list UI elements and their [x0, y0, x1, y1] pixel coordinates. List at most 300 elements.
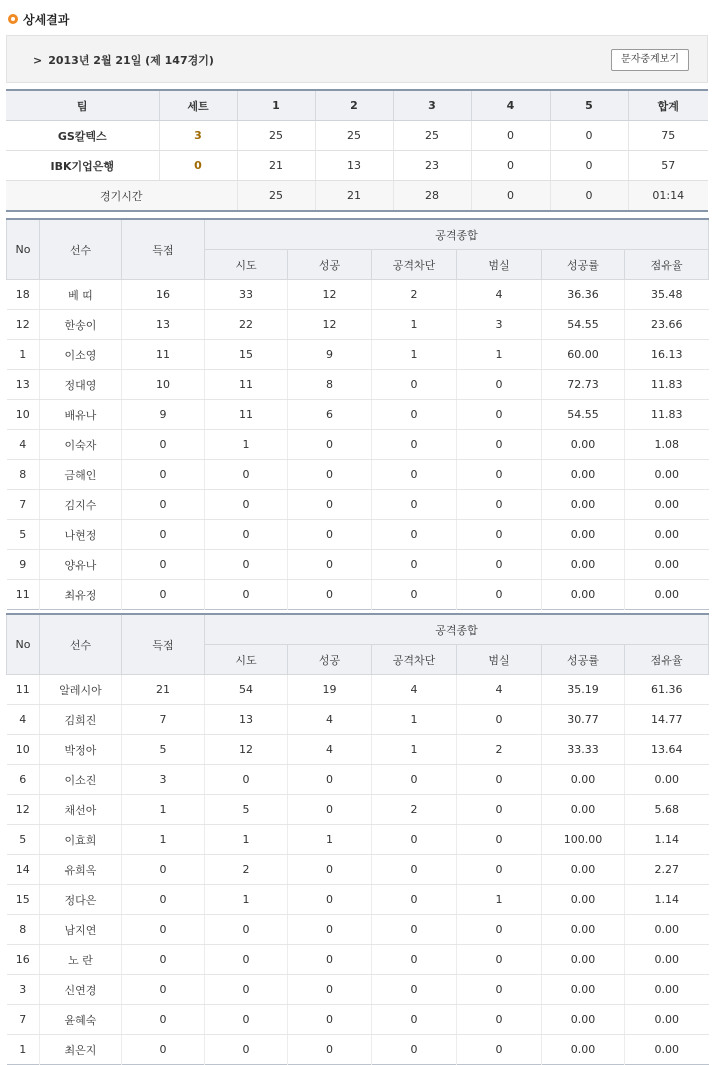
- player-no: 1: [7, 340, 40, 370]
- attack-attempts: 13: [205, 705, 288, 735]
- player-no: 7: [7, 490, 40, 520]
- share: 0.00: [625, 975, 709, 1005]
- attack-success: 12: [288, 280, 372, 310]
- player-points: 10: [122, 370, 205, 400]
- player-no: 18: [7, 280, 40, 310]
- attack-blocked: 0: [372, 945, 457, 975]
- attack-errors: 1: [457, 885, 542, 915]
- header-success: 성공: [288, 645, 372, 675]
- attack-errors: 3: [457, 310, 542, 340]
- player-name[interactable]: 정다은: [40, 885, 122, 915]
- player-no: 10: [7, 735, 40, 765]
- attack-success: 0: [288, 915, 372, 945]
- player-row: [7, 280, 709, 310]
- share: 0.00: [625, 490, 709, 520]
- attack-errors: 0: [457, 520, 542, 550]
- attack-blocked: 0: [372, 825, 457, 855]
- player-name[interactable]: 신연경: [40, 975, 122, 1005]
- attack-errors: 0: [457, 370, 542, 400]
- success-rate: 0.00: [542, 520, 625, 550]
- success-rate: 0.00: [542, 795, 625, 825]
- header-set-5: 5: [550, 90, 628, 121]
- attack-errors: 4: [457, 675, 542, 705]
- attack-attempts: 22: [205, 310, 288, 340]
- success-rate: 72.73: [542, 370, 625, 400]
- total-time: 01:14: [628, 181, 708, 212]
- attack-attempts: 11: [205, 370, 288, 400]
- share: 0.00: [625, 550, 709, 580]
- attack-success: 9: [288, 340, 372, 370]
- player-row: [7, 310, 709, 340]
- success-rate: 54.55: [542, 400, 625, 430]
- player-no: 10: [7, 400, 40, 430]
- attack-attempts: 0: [205, 550, 288, 580]
- attack-success: 0: [288, 975, 372, 1005]
- attack-blocked: 1: [372, 735, 457, 765]
- attack-blocked: 0: [372, 915, 457, 945]
- attack-blocked: 0: [372, 580, 457, 610]
- player-name[interactable]: 채선아: [40, 795, 122, 825]
- player-points: 1: [122, 795, 205, 825]
- player-no: 15: [7, 885, 40, 915]
- success-rate: 60.00: [542, 340, 625, 370]
- section-title-label: 상세결과: [23, 12, 70, 27]
- attack-errors: 0: [457, 400, 542, 430]
- attack-errors: 0: [457, 1005, 542, 1035]
- attack-success: 0: [288, 1005, 372, 1035]
- success-rate: 33.33: [542, 735, 625, 765]
- attack-success: 6: [288, 400, 372, 430]
- total-score: 57: [628, 151, 708, 181]
- player-points: 1: [122, 825, 205, 855]
- player-points: 0: [122, 490, 205, 520]
- attack-attempts: 0: [205, 520, 288, 550]
- player-no: 16: [7, 945, 40, 975]
- success-rate: 54.55: [542, 310, 625, 340]
- player-name[interactable]: 최은지: [40, 1035, 122, 1065]
- set-2-time: 21: [315, 181, 393, 212]
- share: 2.27: [625, 855, 709, 885]
- attack-attempts: 0: [205, 1005, 288, 1035]
- attack-errors: 0: [457, 945, 542, 975]
- player-points: 21: [122, 675, 205, 705]
- player-points: 0: [122, 550, 205, 580]
- attack-errors: 2: [457, 735, 542, 765]
- player-points: 16: [122, 280, 205, 310]
- header-points: 득점: [122, 614, 205, 675]
- player-row: [7, 795, 709, 825]
- set-3-score: 23: [393, 151, 471, 181]
- share: 1.14: [625, 825, 709, 855]
- share: 1.14: [625, 885, 709, 915]
- success-rate: 30.77: [542, 705, 625, 735]
- header-attack-group: 공격종합: [205, 614, 709, 645]
- player-row: [7, 675, 709, 705]
- team-name[interactable]: GS칼텍스: [6, 121, 159, 151]
- header-errors: 범실: [457, 645, 542, 675]
- share: 1.08: [625, 430, 709, 460]
- player-no: 12: [7, 795, 40, 825]
- share: 0.00: [625, 1035, 709, 1065]
- player-no: 5: [7, 825, 40, 855]
- attack-success: 0: [288, 580, 372, 610]
- player-row: [7, 550, 709, 580]
- player-points: 0: [122, 1035, 205, 1065]
- set-1-score: 21: [237, 151, 315, 181]
- player-no: 8: [7, 460, 40, 490]
- player-name[interactable]: 김희진: [40, 705, 122, 735]
- header-success-rate: 성공률: [542, 645, 625, 675]
- header-total: 합계: [628, 90, 708, 121]
- player-row: [7, 580, 709, 610]
- player-points: 0: [122, 1005, 205, 1035]
- share: 0.00: [625, 580, 709, 610]
- player-row: [7, 490, 709, 520]
- player-name[interactable]: 남지연: [40, 915, 122, 945]
- set-4-score: 0: [471, 151, 550, 181]
- player-row: [7, 1035, 709, 1065]
- header-set-3: 3: [393, 90, 471, 121]
- share: 11.83: [625, 400, 709, 430]
- attack-success: 19: [288, 675, 372, 705]
- success-rate: 0.00: [542, 915, 625, 945]
- player-name[interactable]: 배유나: [40, 400, 122, 430]
- player-name[interactable]: 양유나: [40, 550, 122, 580]
- share: 0.00: [625, 520, 709, 550]
- sets-won: 3: [159, 121, 237, 151]
- player-no: 12: [7, 310, 40, 340]
- player-row: [7, 430, 709, 460]
- attack-blocked: 4: [372, 675, 457, 705]
- attack-attempts: 33: [205, 280, 288, 310]
- player-name[interactable]: 이효희: [40, 825, 122, 855]
- player-points: 3: [122, 765, 205, 795]
- success-rate: 0.00: [542, 430, 625, 460]
- player-row: [7, 705, 709, 735]
- success-rate: 0.00: [542, 550, 625, 580]
- player-row: [7, 825, 709, 855]
- player-no: 8: [7, 915, 40, 945]
- attack-errors: 0: [457, 1035, 542, 1065]
- attack-blocked: 0: [372, 520, 457, 550]
- header-team: 팀: [6, 90, 159, 121]
- share: 0.00: [625, 915, 709, 945]
- score-row-team2: [6, 151, 708, 181]
- attack-blocked: 1: [372, 340, 457, 370]
- player-name[interactable]: 이숙자: [40, 430, 122, 460]
- attack-blocked: 1: [372, 310, 457, 340]
- player-points: 5: [122, 735, 205, 765]
- player-no: 7: [7, 1005, 40, 1035]
- match-date-label: 2013년 2월 21일 (제 147경기): [48, 54, 214, 67]
- player-row: [7, 855, 709, 885]
- attack-errors: 0: [457, 580, 542, 610]
- header-success: 성공: [288, 250, 372, 280]
- success-rate: 0.00: [542, 580, 625, 610]
- header-success-rate: 성공률: [542, 250, 625, 280]
- header-blocked: 공격차단: [372, 645, 457, 675]
- text-relay-button[interactable]: 문자중계보기: [611, 49, 689, 71]
- player-name[interactable]: 김지수: [40, 490, 122, 520]
- attack-attempts: 0: [205, 975, 288, 1005]
- attack-success: 1: [288, 825, 372, 855]
- player-no: 4: [7, 705, 40, 735]
- attack-errors: 0: [457, 825, 542, 855]
- attack-attempts: 2: [205, 855, 288, 885]
- set-5-score: 0: [550, 151, 628, 181]
- success-rate: 0.00: [542, 1035, 625, 1065]
- section-title: [8, 10, 69, 28]
- attack-blocked: 2: [372, 795, 457, 825]
- player-points: 13: [122, 310, 205, 340]
- player-no: 6: [7, 765, 40, 795]
- attack-attempts: 11: [205, 400, 288, 430]
- attack-success: 0: [288, 550, 372, 580]
- header-sets: 세트: [159, 90, 237, 121]
- attack-attempts: 1: [205, 430, 288, 460]
- share: 0.00: [625, 765, 709, 795]
- attack-errors: 0: [457, 705, 542, 735]
- attack-blocked: 0: [372, 550, 457, 580]
- share: 0.00: [625, 460, 709, 490]
- header-no: No: [7, 219, 40, 280]
- player-row: [7, 400, 709, 430]
- share: 35.48: [625, 280, 709, 310]
- success-rate: 35.19: [542, 675, 625, 705]
- attack-success: 0: [288, 795, 372, 825]
- header-set-4: 4: [471, 90, 550, 121]
- set-5-score: 0: [550, 121, 628, 151]
- success-rate: 0.00: [542, 1005, 625, 1035]
- share: 23.66: [625, 310, 709, 340]
- attack-errors: 4: [457, 280, 542, 310]
- player-points: 0: [122, 855, 205, 885]
- player-name[interactable]: 윤혜숙: [40, 1005, 122, 1035]
- player-row: [7, 945, 709, 975]
- attack-blocked: 0: [372, 1005, 457, 1035]
- attack-errors: 0: [457, 490, 542, 520]
- header-attempts: 시도: [205, 645, 288, 675]
- player-row: [7, 460, 709, 490]
- player-row: [7, 765, 709, 795]
- attack-blocked: 0: [372, 1035, 457, 1065]
- success-rate: 0.00: [542, 490, 625, 520]
- team1-player-stats-table: [6, 218, 709, 610]
- team-name[interactable]: IBK기업은행: [6, 151, 159, 181]
- sets-won: 0: [159, 151, 237, 181]
- team2-player-stats-table: [6, 613, 709, 1065]
- success-rate: 0.00: [542, 765, 625, 795]
- attack-success: 0: [288, 430, 372, 460]
- attack-blocked: 0: [372, 765, 457, 795]
- success-rate: 100.00: [542, 825, 625, 855]
- player-row: [7, 1005, 709, 1035]
- attack-errors: 0: [457, 855, 542, 885]
- share: 0.00: [625, 1005, 709, 1035]
- share: 0.00: [625, 945, 709, 975]
- attack-errors: 1: [457, 340, 542, 370]
- attack-success: 4: [288, 735, 372, 765]
- player-name[interactable]: 정대영: [40, 370, 122, 400]
- match-time-label: 경기시간: [6, 181, 237, 212]
- player-row: [7, 340, 709, 370]
- attack-attempts: 0: [205, 915, 288, 945]
- player-row: [7, 915, 709, 945]
- player-no: 1: [19, 1043, 27, 1056]
- player-no: 4: [7, 430, 40, 460]
- header-points: 득점: [122, 219, 205, 280]
- attack-attempts: 0: [205, 460, 288, 490]
- header-attack-group: 공격종합: [205, 219, 709, 250]
- attack-attempts: 0: [205, 765, 288, 795]
- share: 5.68: [625, 795, 709, 825]
- player-row: [7, 975, 709, 1005]
- set-2-score: 25: [315, 121, 393, 151]
- attack-success: 0: [288, 945, 372, 975]
- orange-circle-icon: [8, 14, 18, 24]
- attack-success: 4: [288, 705, 372, 735]
- player-name[interactable]: 이소진: [40, 765, 122, 795]
- header-share: 점유율: [625, 645, 709, 675]
- attack-success: 0: [288, 1035, 372, 1065]
- set-score-table: [6, 89, 708, 212]
- attack-success: 0: [288, 765, 372, 795]
- header-player: 선수: [40, 614, 122, 675]
- success-rate: 0.00: [542, 460, 625, 490]
- success-rate: 0.00: [542, 885, 625, 915]
- share: 61.36: [625, 675, 709, 705]
- player-row: [7, 370, 709, 400]
- attack-attempts: 15: [205, 340, 288, 370]
- set-4-score: 0: [471, 121, 550, 151]
- attack-success: 0: [288, 490, 372, 520]
- header-blocked: 공격차단: [372, 250, 457, 280]
- attack-blocked: 1: [372, 705, 457, 735]
- attack-attempts: 0: [205, 490, 288, 520]
- header-no: No: [7, 614, 40, 675]
- player-name[interactable]: 박정아: [40, 735, 122, 765]
- player-points: 0: [122, 580, 205, 610]
- player-no: 13: [7, 370, 40, 400]
- player-row: [7, 520, 709, 550]
- share: 11.83: [625, 370, 709, 400]
- set-5-time: 0: [550, 181, 628, 212]
- player-name[interactable]: 최유정: [40, 580, 122, 610]
- attack-errors: 0: [457, 915, 542, 945]
- attack-attempts: 1: [205, 885, 288, 915]
- header-share: 점유율: [625, 250, 709, 280]
- player-name[interactable]: 금해인: [40, 460, 122, 490]
- player-points: 0: [122, 975, 205, 1005]
- share: 13.64: [625, 735, 709, 765]
- player-name[interactable]: 알레시아: [40, 675, 122, 705]
- attack-blocked: 0: [372, 400, 457, 430]
- header-player: 선수: [40, 219, 122, 280]
- attack-blocked: 0: [372, 460, 457, 490]
- player-no: 9: [7, 550, 40, 580]
- share: 16.13: [625, 340, 709, 370]
- player-no: 3: [7, 975, 40, 1005]
- attack-attempts: 0: [205, 1035, 288, 1065]
- attack-blocked: 0: [372, 855, 457, 885]
- attack-attempts: 1: [205, 825, 288, 855]
- match-info-box: [6, 35, 708, 83]
- player-points: 0: [122, 430, 205, 460]
- player-points: 0: [122, 520, 205, 550]
- player-points: 9: [122, 400, 205, 430]
- set-3-score: 25: [393, 121, 471, 151]
- attack-blocked: 0: [372, 885, 457, 915]
- player-points: 0: [122, 945, 205, 975]
- player-no: 14: [7, 855, 40, 885]
- attack-success: 12: [288, 310, 372, 340]
- player-name[interactable]: 이소영: [40, 340, 122, 370]
- player-name[interactable]: 베 띠: [40, 280, 122, 310]
- attack-success: 8: [288, 370, 372, 400]
- attack-success: 0: [288, 855, 372, 885]
- player-no: 5: [7, 520, 40, 550]
- header-errors: 범실: [457, 250, 542, 280]
- player-no: 11: [7, 675, 40, 705]
- attack-blocked: 0: [372, 430, 457, 460]
- attack-errors: 0: [457, 460, 542, 490]
- attack-attempts: 12: [205, 735, 288, 765]
- player-no: 11: [15, 588, 30, 601]
- attack-attempts: 5: [205, 795, 288, 825]
- player-name[interactable]: 노 란: [40, 945, 122, 975]
- player-points: 11: [122, 340, 205, 370]
- set-1-time: 25: [237, 181, 315, 212]
- score-header-row: [6, 90, 708, 121]
- attack-blocked: 0: [372, 490, 457, 520]
- success-rate: 0.00: [542, 855, 625, 885]
- player-name[interactable]: 나현정: [40, 520, 122, 550]
- total-score: 75: [628, 121, 708, 151]
- attack-blocked: 2: [372, 280, 457, 310]
- attack-errors: 0: [457, 550, 542, 580]
- attack-success: 0: [288, 885, 372, 915]
- attack-attempts: 0: [205, 945, 288, 975]
- player-points: 0: [122, 915, 205, 945]
- attack-errors: 0: [457, 795, 542, 825]
- attack-attempts: 54: [205, 675, 288, 705]
- attack-blocked: 0: [372, 370, 457, 400]
- attack-success: 0: [288, 460, 372, 490]
- success-rate: 0.00: [542, 975, 625, 1005]
- attack-errors: 0: [457, 765, 542, 795]
- header-attempts: 시도: [205, 250, 288, 280]
- player-points: 0: [122, 460, 205, 490]
- set-4-time: 0: [471, 181, 550, 212]
- player-points: 0: [122, 885, 205, 915]
- player-name[interactable]: 유희옥: [40, 855, 122, 885]
- attack-attempts: 0: [205, 580, 288, 610]
- player-name[interactable]: 한송이: [40, 310, 122, 340]
- player-points: 7: [122, 705, 205, 735]
- arrow-right-icon: >: [33, 54, 43, 67]
- match-time-row: [6, 181, 708, 212]
- set-3-time: 28: [393, 181, 471, 212]
- player-row: [7, 885, 709, 915]
- player-row: [7, 735, 709, 765]
- set-1-score: 25: [237, 121, 315, 151]
- attack-errors: 0: [457, 430, 542, 460]
- header-set-1: 1: [237, 90, 315, 121]
- match-date: [33, 52, 214, 68]
- share: 14.77: [625, 705, 709, 735]
- score-row-team1: [6, 121, 708, 151]
- header-set-2: 2: [315, 90, 393, 121]
